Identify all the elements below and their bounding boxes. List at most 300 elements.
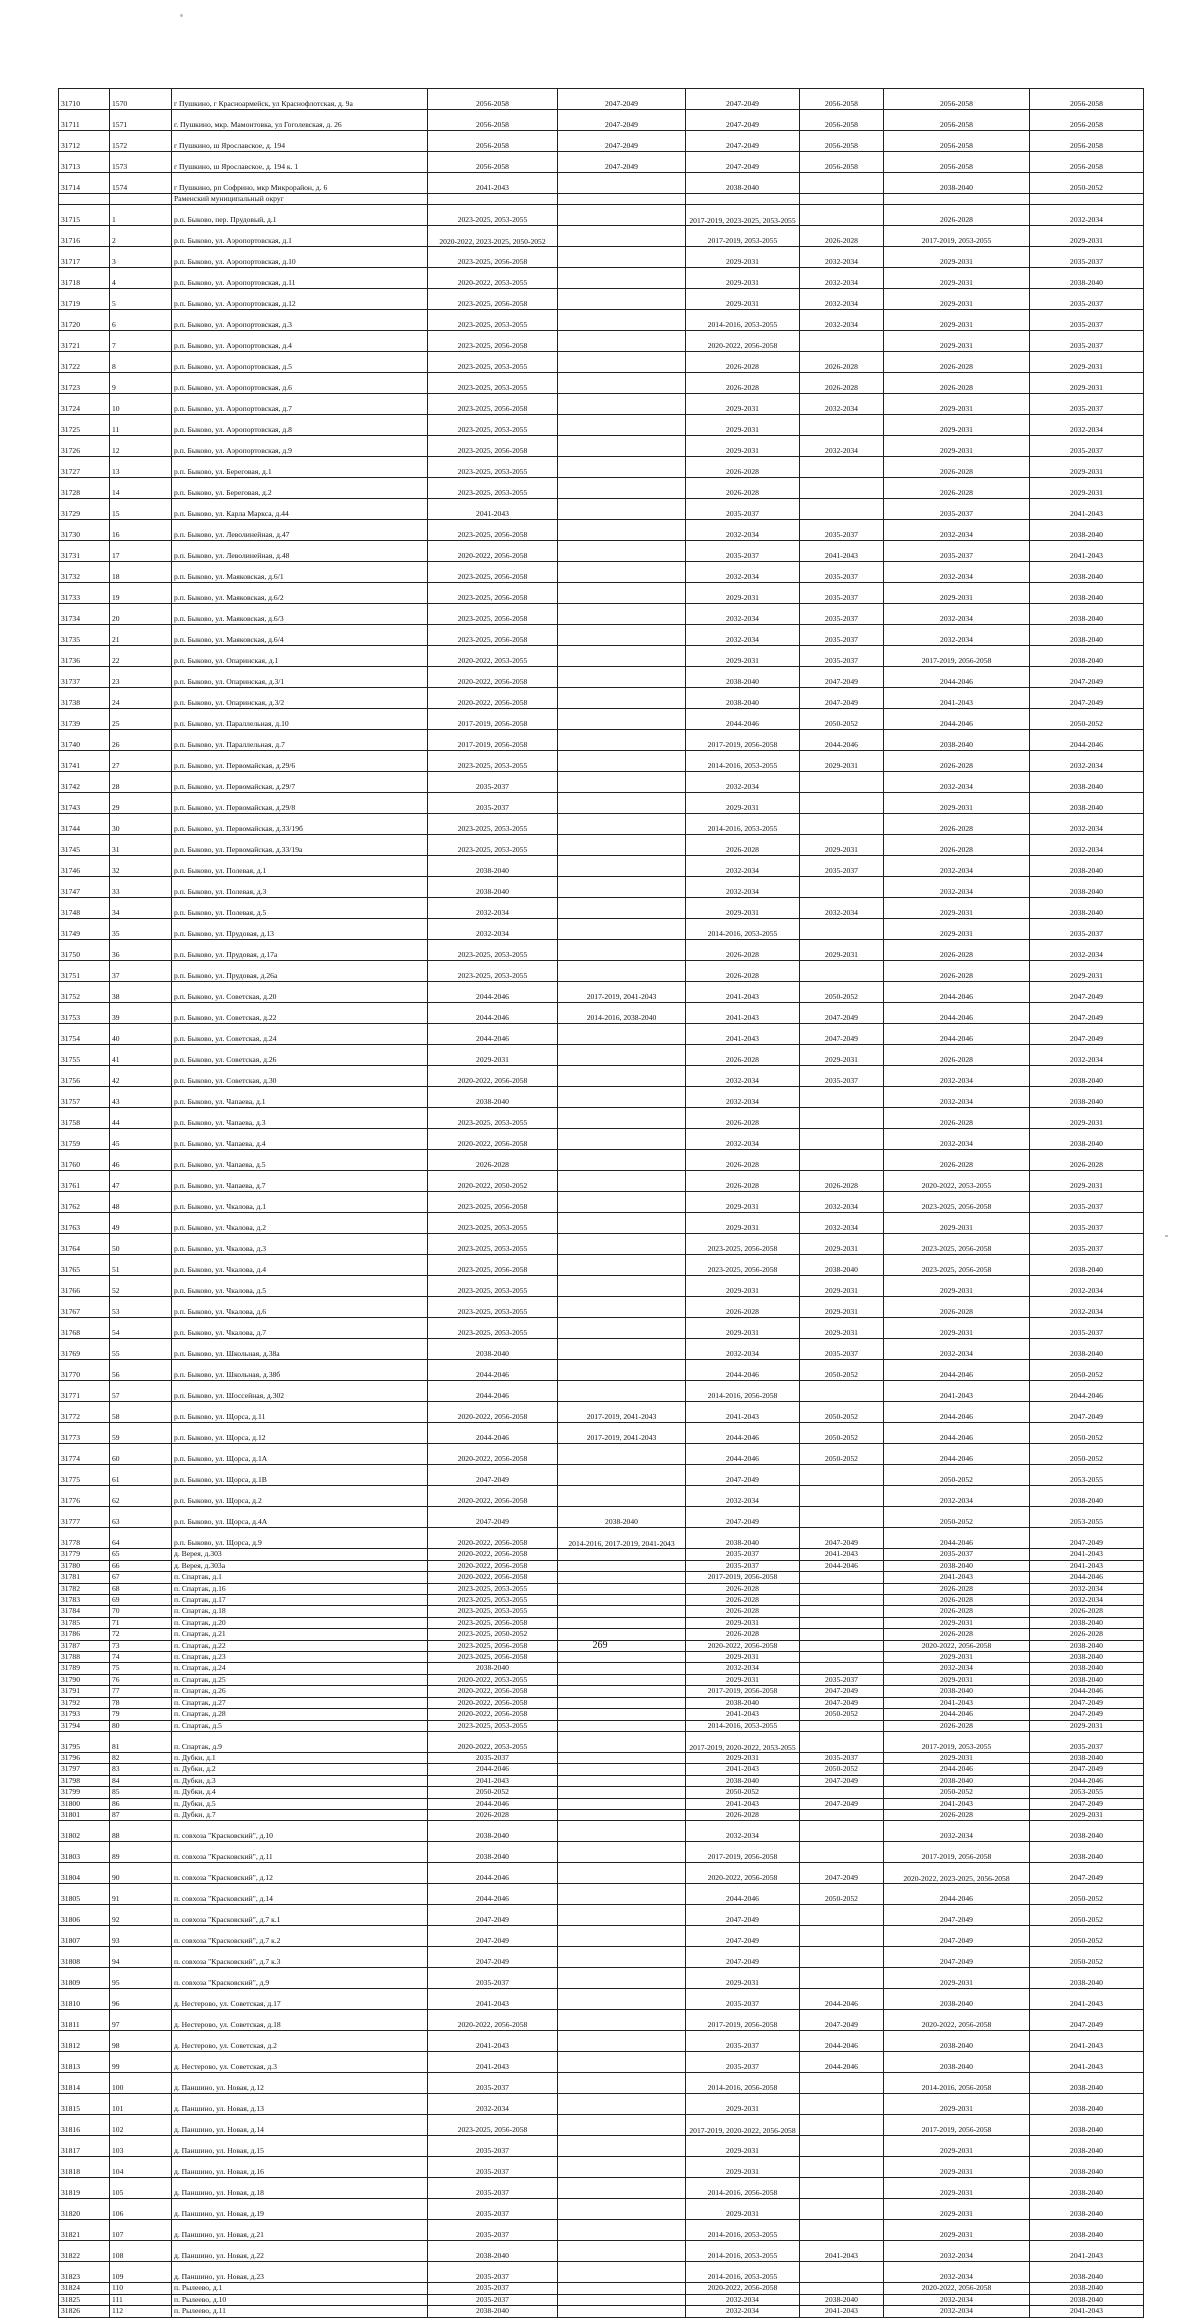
table-cell: 2023-2025, 2056-2058 (428, 625, 558, 646)
table-cell: 98 (110, 2031, 172, 2052)
table-cell: 31777 (59, 1507, 110, 1528)
table-cell: 2026-2028 (1030, 1629, 1144, 1640)
table-cell: 95 (110, 1968, 172, 1989)
table-cell: 2023-2025, 2053-2055 (428, 751, 558, 772)
table-row (59, 1709, 1144, 1720)
table-cell: 2026-2028 (884, 751, 1030, 772)
table-cell: 2020-2022, 2056-2058 (428, 1709, 558, 1720)
table-cell: 2023-2025, 2053-2055 (428, 814, 558, 835)
table-cell: п. Дубки, д.1 (172, 1752, 428, 1763)
table-cell: 31800 (59, 1798, 110, 1809)
table-cell: 2047-2049 (686, 110, 800, 131)
table-cell: 94 (110, 1947, 172, 1968)
table-cell: 2032-2034 (884, 1129, 1030, 1150)
table-cell: 2041-2043 (686, 1003, 800, 1024)
table-cell: 2032-2034 (800, 310, 884, 331)
table-cell: 2029-2031 (884, 919, 1030, 940)
table-cell: 2041-2043 (686, 1024, 800, 1045)
table-cell (800, 772, 884, 793)
table-cell: 2029-2031 (1030, 352, 1144, 373)
table-row (59, 1560, 1144, 1571)
table-cell: 2032-2034 (686, 2294, 800, 2305)
table-cell: 2017-2019, 2056-2058 (428, 709, 558, 730)
table-cell: 2056-2058 (1030, 152, 1144, 173)
table-cell: 1572 (110, 131, 172, 152)
table-cell: 31734 (59, 604, 110, 625)
table-row (59, 1629, 1144, 1640)
table-cell: 31785 (59, 1617, 110, 1628)
table-cell: 2023-2025, 2056-2058 (428, 289, 558, 310)
table-cell: 2023-2025, 2053-2055 (428, 415, 558, 436)
table-cell (800, 2136, 884, 2157)
table-cell: 2041-2043 (884, 1798, 1030, 1809)
table-cell: 2035-2037 (800, 520, 884, 541)
table-cell: 2017-2019, 2041-2043 (558, 982, 686, 1003)
table-cell: 2020-2022, 2023-2025, 2050-2052 (428, 226, 558, 247)
table-cell: 2026-2028 (1030, 1150, 1144, 1171)
table-cell (558, 1663, 686, 1674)
table-cell: 2032-2034 (884, 2241, 1030, 2262)
table-cell: 31 (110, 835, 172, 856)
table-cell: 31712 (59, 131, 110, 152)
table-cell (558, 1087, 686, 1108)
table-cell (558, 520, 686, 541)
table-cell: г Пушкино, г Красноармейск, ул Краснофлотская, д. 9а (172, 89, 428, 110)
table-cell (800, 1652, 884, 1663)
table-cell: 2017-2019, 2041-2043 (558, 1423, 686, 1444)
table-cell: 63 (110, 1507, 172, 1528)
table-cell: 8 (110, 352, 172, 373)
table-row (59, 982, 1144, 1003)
table-cell: 31710 (59, 89, 110, 110)
table-row (59, 131, 1144, 152)
table-cell: 2044-2046 (1030, 1775, 1144, 1786)
table-cell: 31786 (59, 1629, 110, 1640)
table-cell: 31718 (59, 268, 110, 289)
table-cell: 2044-2046 (884, 1528, 1030, 1549)
table-cell: 2044-2046 (884, 1444, 1030, 1465)
table-cell: р.п. Быково, ул. Прудовая, д.26а (172, 961, 428, 982)
table-cell: 2032-2034 (686, 625, 800, 646)
table-cell: п. совхоза "Красковский", д.7 к.1 (172, 1905, 428, 1926)
table-cell (558, 1674, 686, 1685)
table-cell: 2047-2049 (800, 2010, 884, 2031)
table-cell: 2044-2046 (686, 1884, 800, 1905)
table-row (59, 751, 1144, 772)
table-cell: 31795 (59, 1731, 110, 1752)
table-cell: 31811 (59, 2010, 110, 2031)
table-cell: 17 (110, 541, 172, 562)
table-cell: р.п. Быково, ул. Карла Маркса, д.44 (172, 499, 428, 520)
table-cell: 2038-2040 (1030, 1087, 1144, 1108)
table-cell: 2044-2046 (884, 1360, 1030, 1381)
table-cell (800, 814, 884, 835)
table-cell: 2038-2040 (884, 173, 1030, 194)
table-cell: 2029-2031 (800, 835, 884, 856)
table-cell: 2023-2025, 2056-2058 (428, 1192, 558, 1213)
table-row (59, 1087, 1144, 1108)
table-cell (558, 646, 686, 667)
table-cell: р.п. Быково, ул. Параллельная, д.7 (172, 730, 428, 751)
table-cell (558, 1192, 686, 1213)
table-cell: 31769 (59, 1339, 110, 1360)
table-cell: 2035-2037 (884, 499, 1030, 520)
table-cell: 2047-2049 (800, 1024, 884, 1045)
table-cell: 2023-2025, 2050-2052 (428, 1629, 558, 1640)
table-cell: п. Дубки, д.3 (172, 1775, 428, 1786)
table-cell (558, 1968, 686, 1989)
table-row (59, 2283, 1144, 2294)
table-cell: 31826 (59, 2306, 110, 2317)
table-cell (558, 1465, 686, 1486)
table-cell: 2020-2022, 2056-2058 (428, 1572, 558, 1583)
table-cell: 2023-2025, 2053-2055 (428, 457, 558, 478)
table-cell (558, 2010, 686, 2031)
table-cell: 2056-2058 (800, 131, 884, 152)
table-row (59, 2241, 1144, 2262)
table-cell (800, 457, 884, 478)
table-cell: 58 (110, 1402, 172, 1423)
table-cell (558, 1066, 686, 1087)
table-cell: 51 (110, 1255, 172, 1276)
table-cell: 20 (110, 604, 172, 625)
table-cell: 31766 (59, 1276, 110, 1297)
table-cell (558, 1731, 686, 1752)
table-row (59, 1549, 1144, 1560)
table-cell: 16 (110, 520, 172, 541)
table-cell: 2023-2025, 2056-2058 (428, 1617, 558, 1628)
table-cell: 2050-2052 (1030, 1947, 1144, 1968)
table-cell: 2050-2052 (428, 1787, 558, 1798)
table-cell (558, 2115, 686, 2136)
table-cell: 2047-2049 (428, 1507, 558, 1528)
table-cell: р.п. Быково, ул. Советская, д.22 (172, 1003, 428, 1024)
table-cell: п. Спартак, д.17 (172, 1595, 428, 1606)
table-cell: 2023-2025, 2053-2055 (428, 940, 558, 961)
table-cell: 31711 (59, 110, 110, 131)
table-cell: 2041-2043 (800, 2241, 884, 2262)
table-cell: 2017-2019, 2056-2058 (686, 2010, 800, 2031)
table-cell: 31794 (59, 1720, 110, 1731)
table-cell: 74 (110, 1652, 172, 1663)
table-cell: п. Спартак, д.5 (172, 1720, 428, 1731)
table-cell (800, 415, 884, 436)
table-cell: 2038-2040 (1030, 1066, 1144, 1087)
table-cell: 2032-2034 (1030, 751, 1144, 772)
table-cell: 2032-2034 (686, 1129, 800, 1150)
table-cell: 1571 (110, 110, 172, 131)
table-cell (558, 1129, 686, 1150)
table-cell: 2029-2031 (686, 2199, 800, 2220)
table-cell: 2053-2055 (1030, 1787, 1144, 1798)
table-cell: 2032-2034 (1030, 835, 1144, 856)
table-cell (800, 1507, 884, 1528)
table-cell: 2017-2019, 2056-2058 (686, 730, 800, 751)
table-cell: 44 (110, 1108, 172, 1129)
table-cell: 2047-2049 (686, 1926, 800, 1947)
table-cell: 61 (110, 1465, 172, 1486)
table-cell: 2044-2046 (800, 2031, 884, 2052)
table-cell: 60 (110, 1444, 172, 1465)
table-cell: 2047-2049 (1030, 1528, 1144, 1549)
table-cell: 105 (110, 2178, 172, 2199)
table-cell: 2023-2025, 2056-2058 (428, 2115, 558, 2136)
table-cell (558, 2220, 686, 2241)
table-cell: 31729 (59, 499, 110, 520)
table-cell: р.п. Быково, ул. Чапаева, д.3 (172, 1108, 428, 1129)
table-cell: 71 (110, 1617, 172, 1628)
table-cell: 31774 (59, 1444, 110, 1465)
table-cell: 2023-2025, 2056-2058 (428, 1255, 558, 1276)
table-row (59, 1003, 1144, 1024)
table-cell: 2038-2040 (884, 2031, 1030, 2052)
table-cell: 2032-2034 (686, 2306, 800, 2317)
table-row (59, 1606, 1144, 1617)
table-row (59, 2115, 1144, 2136)
table-cell: п. Спартак, д.22 (172, 1640, 428, 1651)
table-row (59, 709, 1144, 730)
table-cell: 2023-2025, 2056-2058 (428, 562, 558, 583)
table-cell: 2038-2040 (1030, 1129, 1144, 1150)
table-cell: 31735 (59, 625, 110, 646)
table-cell: 2044-2046 (428, 1024, 558, 1045)
table-cell (558, 1108, 686, 1129)
table-cell (800, 2157, 884, 2178)
table-cell: 9 (110, 373, 172, 394)
table-cell: 2041-2043 (1030, 541, 1144, 562)
table-cell: 2023-2025, 2053-2055 (428, 1108, 558, 1129)
table-cell: 31764 (59, 1234, 110, 1255)
table-cell: г Пушкино, рп Софрино, мкр Микрорайон, д. 6 (172, 173, 428, 194)
table-cell (800, 1663, 884, 1674)
table-row (59, 604, 1144, 625)
table-cell: 2041-2043 (1030, 499, 1144, 520)
table-cell (558, 1024, 686, 1045)
table-cell: 2044-2046 (428, 1863, 558, 1884)
table-cell: 2044-2046 (800, 730, 884, 751)
table-cell: 59 (110, 1423, 172, 1444)
table-row (59, 1884, 1144, 1905)
table-cell: 31778 (59, 1528, 110, 1549)
table-cell: 2029-2031 (884, 1617, 1030, 1628)
table-cell: 2029-2031 (1030, 1720, 1144, 1731)
table-cell: 2026-2028 (800, 352, 884, 373)
table-cell: 2029-2031 (1030, 1809, 1144, 1820)
table-cell: 31779 (59, 1549, 110, 1560)
table-cell: 2032-2034 (686, 1339, 800, 1360)
table-row (59, 1764, 1144, 1775)
table-cell (558, 499, 686, 520)
table-row (59, 1234, 1144, 1255)
table-cell: 2014-2016, 2056-2058 (686, 2073, 800, 2094)
table-cell (558, 1606, 686, 1617)
table-cell: 31758 (59, 1108, 110, 1129)
table-cell (800, 1821, 884, 1842)
table-cell: 2035-2037 (1030, 310, 1144, 331)
table-cell: д. Паншино, ул. Новая, д.19 (172, 2199, 428, 2220)
table-cell: 55 (110, 1339, 172, 1360)
table-cell (558, 898, 686, 919)
table-cell (558, 1629, 686, 1640)
table-cell: 2056-2058 (428, 131, 558, 152)
table-cell: 31822 (59, 2241, 110, 2262)
table-row (59, 2199, 1144, 2220)
table-cell: 2041-2043 (428, 499, 558, 520)
table-cell: 69 (110, 1595, 172, 1606)
table-row (59, 1465, 1144, 1486)
table-cell: 2029-2031 (686, 2136, 800, 2157)
table-cell: р.п. Быково, ул. Чкалова, д.3 (172, 1234, 428, 1255)
table-cell: 2029-2031 (686, 436, 800, 457)
table-cell: 2026-2028 (884, 1595, 1030, 1606)
table-cell (800, 1720, 884, 1731)
table-cell: 110 (110, 2283, 172, 2294)
table-cell: 2026-2028 (686, 1171, 800, 1192)
table-cell: 2026-2028 (800, 226, 884, 247)
table-cell: д. Паншино, ул. Новая, д.14 (172, 2115, 428, 2136)
table-cell: 31736 (59, 646, 110, 667)
table-cell: р.п. Быково, ул. Советская, д.20 (172, 982, 428, 1003)
table-row (59, 814, 1144, 835)
table-cell: 2029-2031 (884, 247, 1030, 268)
table-cell: 31801 (59, 1809, 110, 1820)
table-cell: 2050-2052 (1030, 709, 1144, 730)
table-cell: 89 (110, 1842, 172, 1863)
table-cell (558, 373, 686, 394)
table-cell: 2029-2031 (686, 793, 800, 814)
table-cell: 2041-2043 (1030, 2241, 1144, 2262)
table-cell: 2029-2031 (884, 1276, 1030, 1297)
table-cell: 2047-2049 (1030, 1798, 1144, 1809)
table-cell: р.п. Быково, ул. Чкалова, д.6 (172, 1297, 428, 1318)
table-cell: 2032-2034 (800, 1192, 884, 1213)
table-cell: 3 (110, 247, 172, 268)
table-row (59, 1697, 1144, 1708)
table-cell: 2020-2022, 2056-2058 (686, 2283, 800, 2294)
table-cell: 2029-2031 (800, 751, 884, 772)
table-cell: 2044-2046 (884, 1884, 1030, 1905)
table-cell: 31792 (59, 1697, 110, 1708)
table-cell: 2023-2025, 2053-2055 (428, 1297, 558, 1318)
table-cell: 2056-2058 (884, 152, 1030, 173)
table-cell: 2038-2040 (428, 1821, 558, 1842)
table-cell: 2035-2037 (800, 562, 884, 583)
table-cell: 7 (110, 331, 172, 352)
table-cell: 2038-2040 (686, 1528, 800, 1549)
table-cell: 31789 (59, 1663, 110, 1674)
table-cell: 2023-2025, 2053-2055 (428, 1318, 558, 1339)
table-cell: 2023-2025, 2053-2055 (428, 478, 558, 499)
table-cell (800, 1731, 884, 1752)
table-cell: 2047-2049 (1030, 1003, 1144, 1024)
table-cell: 2035-2037 (800, 1674, 884, 1685)
table-cell (558, 1583, 686, 1594)
table-cell: 2044-2046 (884, 709, 1030, 730)
table-cell: 2050-2052 (1030, 1926, 1144, 1947)
table-cell: д. Нестерово, ул. Советская, д.18 (172, 2010, 428, 2031)
table-cell: р.п. Быково, ул. Школьная, д.38а (172, 1339, 428, 1360)
table-cell: 31752 (59, 982, 110, 1003)
table-cell: р.п. Быково, ул. Опаринская, д.3/1 (172, 667, 428, 688)
table-row (59, 226, 1144, 247)
table-cell: 2029-2031 (884, 1968, 1030, 1989)
table-cell: 2029-2031 (884, 331, 1030, 352)
table-cell: 2041-2043 (1030, 1549, 1144, 1560)
table-cell: 15 (110, 499, 172, 520)
table-cell: 2038-2040 (1030, 898, 1144, 919)
table-cell: 2029-2031 (686, 394, 800, 415)
table-cell: 14 (110, 478, 172, 499)
table-cell: п. Спартак, д.28 (172, 1709, 428, 1720)
table-cell: 31799 (59, 1787, 110, 1798)
table-cell (800, 1606, 884, 1617)
table-row (59, 1423, 1144, 1444)
table-row (59, 1663, 1144, 1674)
table-cell: 2032-2034 (884, 2262, 1030, 2283)
table-cell (558, 541, 686, 562)
table-cell: 2047-2049 (686, 1465, 800, 1486)
table-cell: 2047-2049 (800, 1798, 884, 1809)
table-cell (558, 1549, 686, 1560)
table-cell: р.п. Быково, ул. Щорса, д.4А (172, 1507, 428, 1528)
table-cell: 2032-2034 (1030, 415, 1144, 436)
table-cell: 2032-2034 (884, 562, 1030, 583)
table-cell: 2029-2031 (1030, 478, 1144, 499)
table-cell: 2023-2025, 2053-2055 (428, 205, 558, 226)
table-cell: 31780 (59, 1560, 110, 1571)
table-row (59, 541, 1144, 562)
table-cell: 2035-2037 (686, 1989, 800, 2010)
table-cell: 2029-2031 (1030, 226, 1144, 247)
table-cell (558, 835, 686, 856)
table-cell: 2020-2022, 2050-2052 (428, 1171, 558, 1192)
table-cell (800, 2220, 884, 2241)
table-cell: 112 (110, 2306, 172, 2317)
table-body-bottom (59, 205, 1144, 2317)
table-cell (558, 667, 686, 688)
table-cell: 2038-2040 (1030, 2178, 1144, 2199)
table-cell (558, 1926, 686, 1947)
table-cell: п. совхоза "Красковский", д.14 (172, 1884, 428, 1905)
table-cell: 2020-2022, 2056-2058 (428, 2010, 558, 2031)
table-cell: д. Нестерово, ул. Советская, д.2 (172, 2031, 428, 2052)
table-cell: 2035-2037 (686, 541, 800, 562)
table-cell: 28 (110, 772, 172, 793)
table-cell: р.п. Быково, ул. Аэропортовская, д.12 (172, 289, 428, 310)
table-cell: 43 (110, 1087, 172, 1108)
table-cell: д. Паншино, ул. Новая, д.13 (172, 2094, 428, 2115)
table-row (59, 415, 1144, 436)
table-cell: г Пушкино, ш Ярославское, д. 194 к. 1 (172, 152, 428, 173)
table-cell: 2032-2034 (686, 772, 800, 793)
table-cell: р.п. Быково, ул. Аэропортовская, д.4 (172, 331, 428, 352)
table-cell: 1573 (110, 152, 172, 173)
table-row (59, 2178, 1144, 2199)
table-cell: 2017-2019, 2020-2022, 2053-2055 (686, 1731, 800, 1752)
table-cell: 2041-2043 (884, 1572, 1030, 1583)
table-cell: 2029-2031 (686, 1276, 800, 1297)
table-cell: 13 (110, 457, 172, 478)
table-cell (558, 730, 686, 751)
table-cell: 33 (110, 877, 172, 898)
table-cell: 91 (110, 1884, 172, 1905)
table-cell: 18 (110, 562, 172, 583)
table-cell: 2050-2052 (800, 1423, 884, 1444)
table-cell: 31793 (59, 1709, 110, 1720)
table-row (59, 835, 1144, 856)
table-cell: р.п. Быково, ул. Опаринская, д.1 (172, 646, 428, 667)
table-cell: 2032-2034 (884, 2306, 1030, 2317)
